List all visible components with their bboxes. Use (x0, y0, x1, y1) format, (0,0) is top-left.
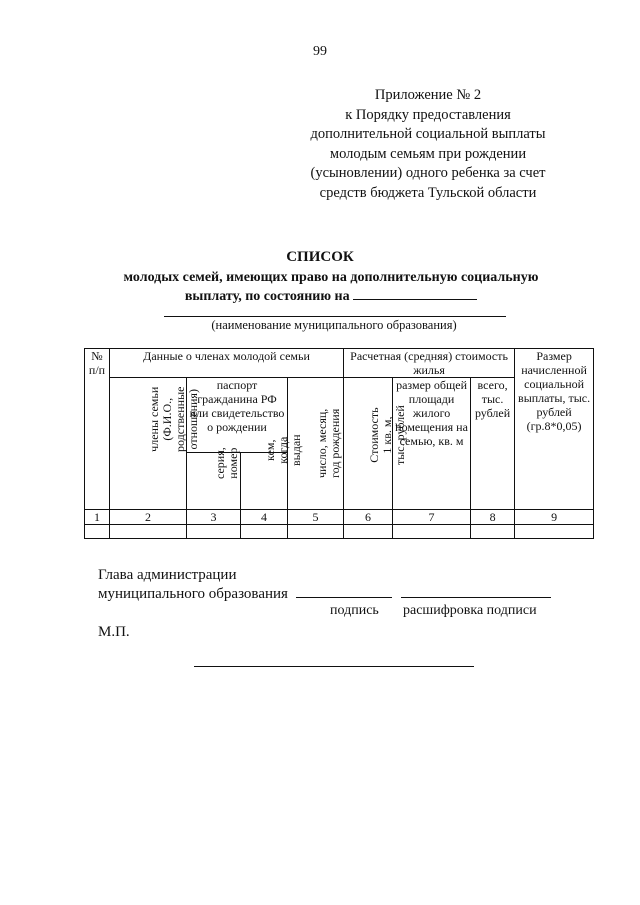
document-subtitle (96, 268, 566, 306)
column-number: 8 (471, 510, 515, 525)
vertical-label: тыс. рублей (393, 405, 408, 465)
header-housing-cost: Расчетная (средняя) стоимость жилья (344, 349, 515, 378)
column-number: 9 (515, 510, 594, 525)
vertical-label: номер (225, 447, 240, 479)
stamp-place-label: М.П. (98, 624, 130, 640)
table-cell (110, 525, 187, 539)
vertical-label: серия, (212, 447, 227, 479)
subtitle-line-2 (96, 287, 566, 306)
municipality-caption: (наименование муниципального образования) (211, 318, 457, 332)
header-family-data: Данные о членах молодой семьи (110, 349, 344, 378)
table-cell (288, 525, 344, 539)
signature-blank-line (296, 585, 392, 598)
header-number: № п/п (85, 349, 110, 510)
header-payment-size: Размер начисленной социальной выплаты, тыс. рублей (гр.8*0,05) (515, 349, 594, 510)
column-number-row (85, 510, 594, 525)
vertical-label: кем, (263, 439, 277, 461)
column-number: 7 (393, 510, 471, 525)
vertical-label: (Ф.И.О., (160, 397, 174, 441)
vertical-label: Стоимость (367, 407, 382, 463)
signature-decode-caption: расшифровка подписи (403, 603, 537, 618)
page-number: 99 (313, 44, 327, 59)
header-passport: паспорт гражданина РФ или свидетельство о рождении (187, 378, 288, 453)
table-cell (393, 525, 471, 539)
column-number: 5 (288, 510, 344, 525)
vertical-label: год рождения (327, 408, 342, 478)
vertical-label: число, месяц, (314, 408, 329, 478)
vertical-label: выдан (289, 434, 303, 466)
subtitle-line-1: молодых семей, имеющих право на дополнительную социальную (123, 270, 539, 285)
table-cell (241, 525, 288, 539)
column-number: 2 (110, 510, 187, 525)
date-blank-line (353, 287, 477, 300)
appendix-line: (усыновлении) одного ребенка за счет (310, 165, 546, 181)
vertical-label: отношения) (186, 389, 200, 450)
header-area: размер общей площади жилого помещения на семью, кв. м (393, 378, 471, 510)
appendix-line: к Порядку предоставления (345, 106, 511, 123)
table-cell (344, 525, 393, 539)
column-number: 4 (241, 510, 288, 525)
table-cell (515, 525, 594, 539)
column-number: 3 (187, 510, 241, 525)
header-family-members (110, 378, 200, 510)
signature-title-line-1: Глава администрации (98, 567, 237, 583)
signature-title-text: муниципального образования (98, 586, 288, 602)
vertical-label: родственные (173, 386, 187, 452)
signature-caption: подпись (330, 603, 379, 618)
appendix-line: Приложение № 2 (374, 87, 482, 103)
table-row (85, 525, 594, 539)
header-series-number (187, 447, 241, 510)
column-number: 6 (344, 510, 393, 525)
families-table (84, 348, 594, 539)
column-number: 1 (85, 510, 110, 525)
vertical-label: члены семьи (147, 386, 161, 452)
table-cell (187, 525, 241, 539)
signature-decode-blank-line (401, 585, 551, 598)
municipality-blank-line (164, 316, 506, 317)
subtitle-line-2-text: выплату, по состоянию на (184, 289, 350, 304)
vertical-label: когда (276, 436, 290, 464)
document-title: СПИСОК (286, 249, 354, 265)
signature-title-line-2 (98, 585, 551, 603)
appendix-line: дополнительной социальной выплаты (310, 126, 546, 142)
header-total: всего, тыс. рублей (471, 378, 515, 510)
header-issued-by (241, 434, 303, 510)
bottom-blank-line (194, 666, 474, 667)
table-cell (471, 525, 515, 539)
appendix-line: молодым семьям при рождении (329, 145, 527, 162)
table-cell (85, 525, 110, 539)
appendix-header (298, 86, 558, 203)
appendix-line: средств бюджета Тульской области (319, 184, 537, 201)
vertical-label: 1 кв. м, (380, 416, 395, 454)
header-cost-per-sqm (344, 378, 408, 510)
